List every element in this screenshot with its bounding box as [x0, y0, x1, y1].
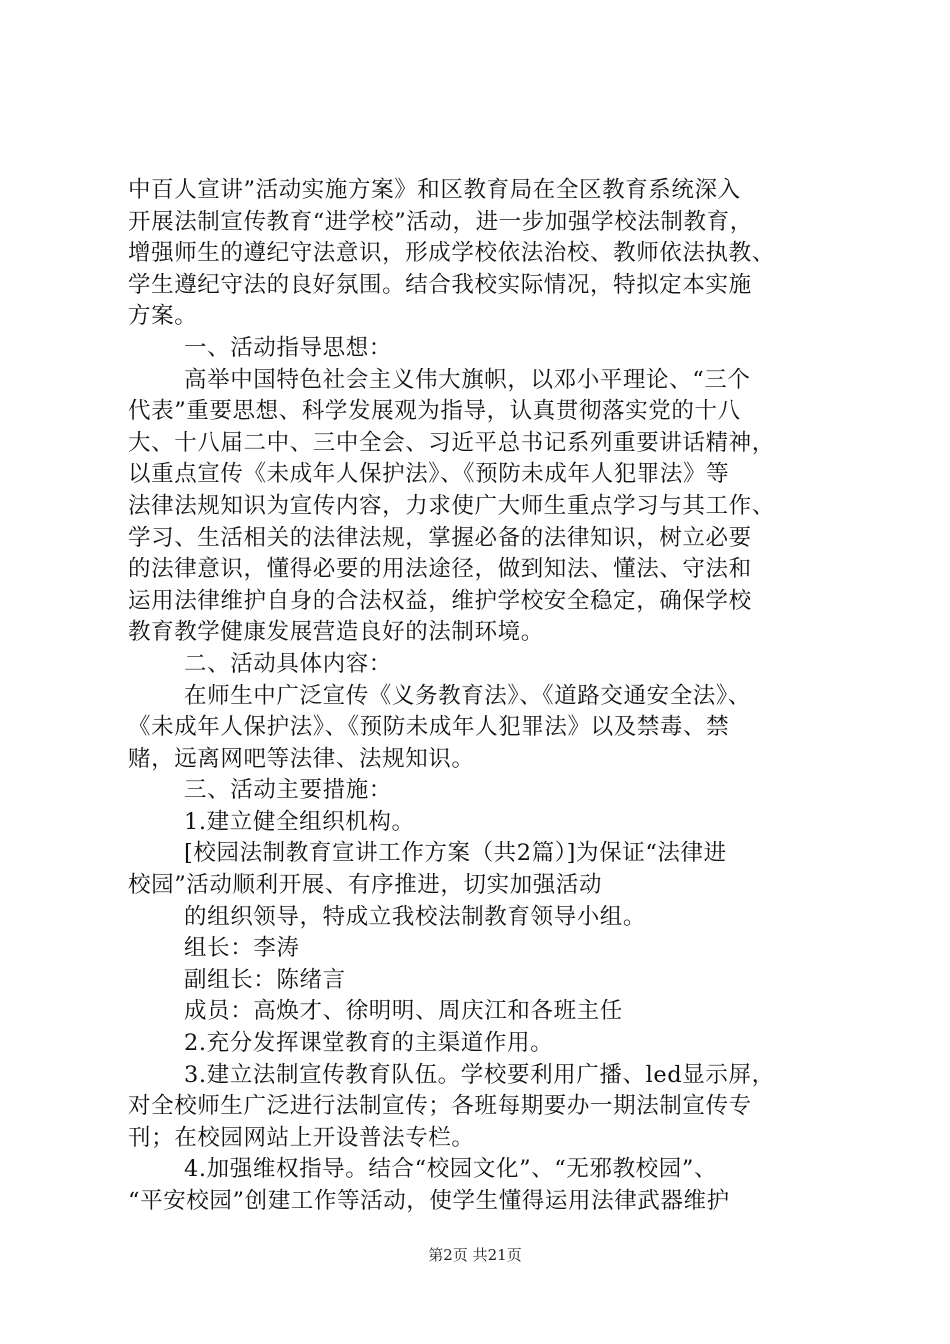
text-line: 1.建立健全组织机构。 — [184, 808, 415, 835]
text-line: 《未成年人保护法》、《预防未成年人犯罪法》以及禁毒、禁 — [128, 714, 730, 741]
text-line: 一、活动指导思想： — [184, 334, 392, 361]
text-line: 对全校师生广泛进行法制宣传；各班每期要办一期法制宣传专 — [128, 1093, 752, 1120]
text-line: 二、活动具体内容： — [184, 650, 392, 677]
text-line: 成员：高焕才、徐明明、周庆江和各班主任 — [184, 998, 623, 1025]
document-body — [128, 175, 833, 1218]
text-line: [校园法制教育宣讲工作方案（共2篇）]为保证“法律进 — [184, 840, 727, 867]
text-line: 代表”重要思想、科学发展观为指导，认真贯彻落实党的十八 — [128, 398, 741, 425]
text-line: 2.充分发挥课堂教育的主渠道作用。 — [184, 1030, 554, 1057]
text-line: 以重点宣传《未成年人保护法》、《预防未成年人犯罪法》等 — [128, 461, 730, 488]
text-line: 3.建立法制宣传教育队伍。学校要利用广播、led显示屏， — [184, 1061, 775, 1088]
text-line: 副组长：陈绪言 — [184, 966, 346, 993]
text-line: 三、活动主要措施： — [184, 777, 392, 804]
page-number-label: 第2页 共21页 — [428, 1246, 522, 1264]
text-line: 在师生中广泛宣传《义务教育法》、《道路交通安全法》、 — [184, 682, 751, 709]
text-line: 刊；在校园网站上开设普法专栏。 — [128, 1124, 475, 1151]
page-footer — [0, 1245, 950, 1265]
text-line: 学习、生活相关的法律法规，掌握必备的法律知识，树立必要 — [128, 524, 752, 551]
text-line: 高举中国特色社会主义伟大旗帜，以邓小平理论、“三个 — [184, 366, 751, 393]
text-line: 4.加强维权指导。结合“校园文化”、“无邪教校园”、 — [184, 1156, 718, 1183]
text-line: 大、十八届二中、三中全会、习近平总书记系列重要讲话精神， — [128, 429, 775, 456]
text-line: 增强师生的遵纪守法意识，形成学校依法治校、教师依法执教、 — [128, 240, 775, 267]
text-line: 教育教学健康发展营造良好的法制环境。 — [128, 619, 544, 646]
text-line: 组长：李涛 — [184, 935, 300, 962]
text-line: 法律法规知识为宣传内容，力求使广大师生重点学习与其工作、 — [128, 492, 775, 519]
text-line: 的法律意识，懂得必要的用法途径，做到知法、懂法、守法和 — [128, 556, 752, 583]
text-line: 开展法制宣传教育“进学校”活动，进一步加强学校法制教育， — [128, 208, 753, 235]
text-line: 赌，远离网吧等法律、法规知识。 — [128, 745, 475, 772]
text-line: 运用法律维护自身的合法权益，维护学校安全稳定，确保学校 — [128, 587, 752, 614]
text-line: 校园”活动顺利开展、有序推进，切实加强活动 — [128, 872, 603, 899]
text-line: “平安校园”创建工作等活动，使学生懂得运用法律武器维护 — [128, 1188, 730, 1214]
text-line: 方案。 — [128, 303, 198, 330]
text-line: 中百人宣讲”活动实施方案》和区教育局在全区教育系统深入 — [128, 177, 741, 203]
text-line: 的组织领导，特成立我校法制教育领导小组。 — [184, 903, 647, 930]
text-line: 学生遵纪守法的良好氛围。结合我校实际情况，特拟定本实施 — [128, 271, 752, 298]
